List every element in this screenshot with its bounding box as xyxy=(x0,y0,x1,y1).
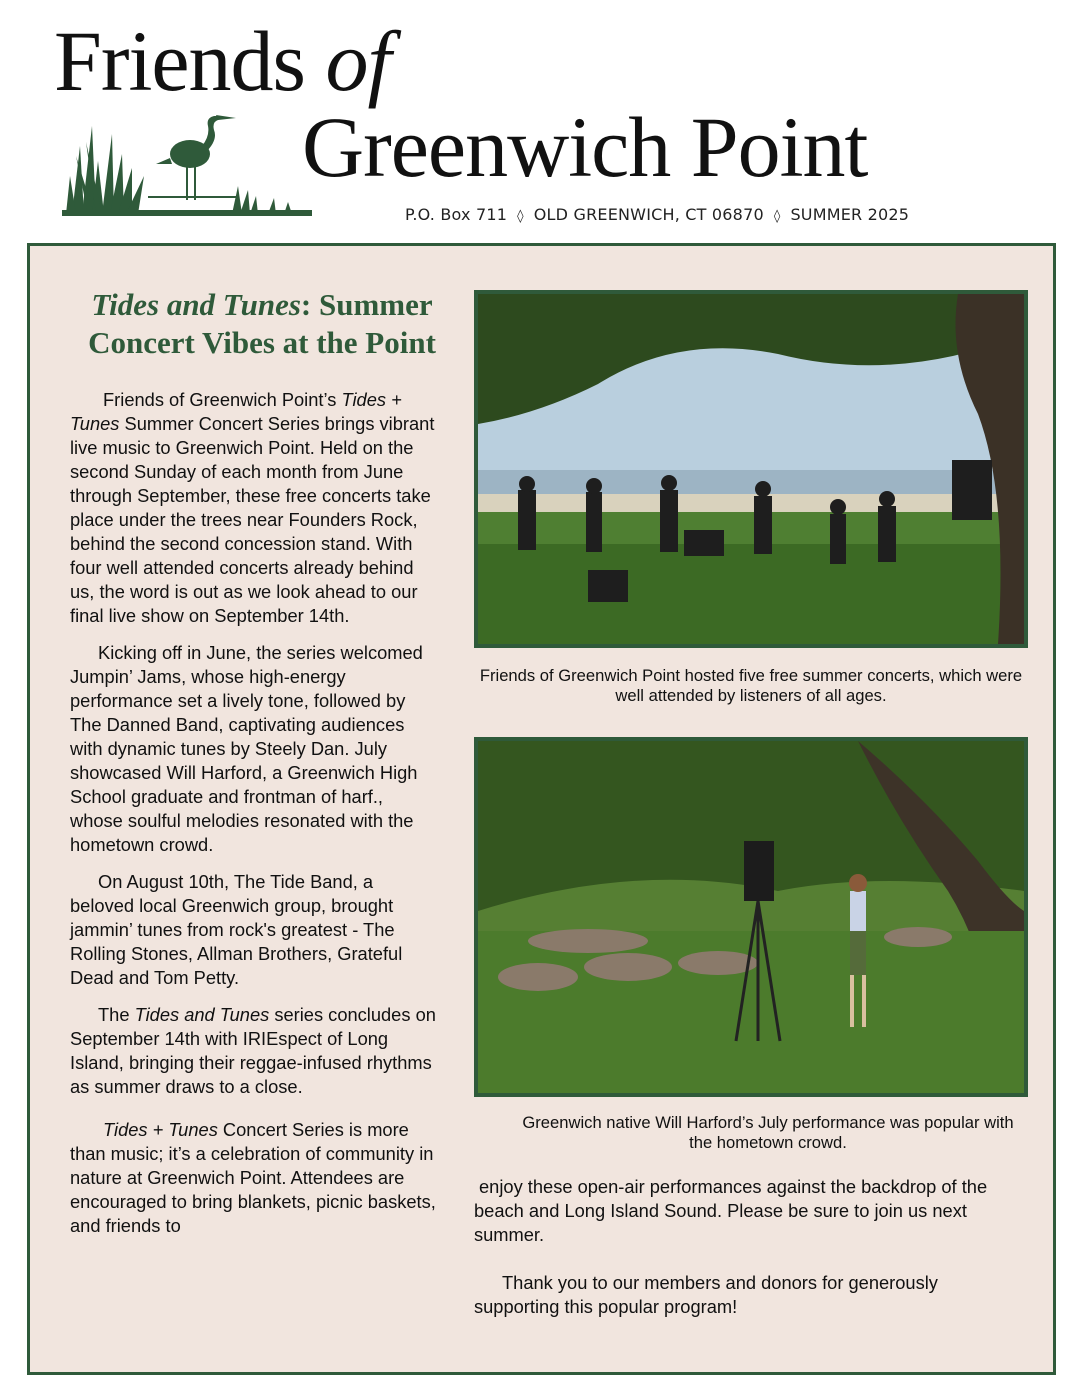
article-paragraph: Thank you to our members and donors for generously supporting this popular program! xyxy=(474,1272,938,1317)
masthead-address xyxy=(405,205,909,224)
concert-crowd-photo xyxy=(474,737,1028,1097)
article-frame xyxy=(27,243,1056,1375)
city-state-zip: OLD GREENWICH, CT 06870 xyxy=(533,205,764,224)
masthead xyxy=(0,0,1086,240)
article-right-column xyxy=(474,1175,994,1343)
article-paragraph: Tides + Tunes Concert Series is more than music; it’s a celebration of community in nature at Greenwich Point. Attendees are encouraged to bring blankets, picnic baskets, and friends to xyxy=(70,1119,436,1236)
masthead-title-line2: Greenwich Point xyxy=(302,99,868,195)
heron-marsh-logo xyxy=(52,106,314,218)
article-left-column xyxy=(70,388,440,1238)
issue-season: SUMMER 2025 xyxy=(790,205,910,224)
po-box: P.O. Box 711 xyxy=(405,205,508,224)
article-paragraph: Friends of Greenwich Point’s Tides + Tunes Summer Concert Series brings vibrant live music to Greenwich Point. Held on the second Sunday of each month from June through September, these free concerts take place under the trees near Founders Rock, behind the second concession stand. With four well attended concerts already behind us, the word is out as we look ahead to our final live show on September 14th. xyxy=(70,389,435,626)
article-headline: Tides and Tunes: Summer Concert Vibes at the Point xyxy=(88,287,436,360)
article-paragraph: The Tides and Tunes series concludes on September 14th with IRIEspect of Long Island, bringing their reggae-infused rhythms as summer draws to a close. xyxy=(70,1004,436,1097)
article-paragraph: On August 10th, The Tide Band, a beloved local Greenwich group, brought jammin’ tunes from rock's greatest - The Rolling Stones, Allman Brothers, Grateful Dead and Tom Petty. xyxy=(70,871,403,988)
article-paragraph: enjoy these open-air performances against the backdrop of the beach and Long Island Sound. Please be sure to join us next summer. xyxy=(474,1176,988,1245)
masthead-title-line1: Friends of xyxy=(54,13,391,109)
photo-caption: Greenwich native Will Harford’s July performance was popular with the hometown crowd. xyxy=(522,1113,1014,1152)
article-paragraph: Kicking off in June, the series welcomed Jumpin’ Jams, whose high-energy performance set a lively tone, followed by The Danned Band, captivating audiences with dynamic tunes by Steely Dan. July showcased Will Harford, a Greenwich High School graduate and frontman of harf., whose soulful melodies resonated with the hometown crowd. xyxy=(70,642,423,855)
diamond-separator-icon: ◊ xyxy=(773,209,781,224)
diamond-separator-icon: ◊ xyxy=(517,209,524,224)
photo-caption: Friends of Greenwich Point hosted five free summer concerts, which were well attended by listeners of all ages. xyxy=(479,666,1023,705)
concert-band-photo xyxy=(474,290,1028,648)
